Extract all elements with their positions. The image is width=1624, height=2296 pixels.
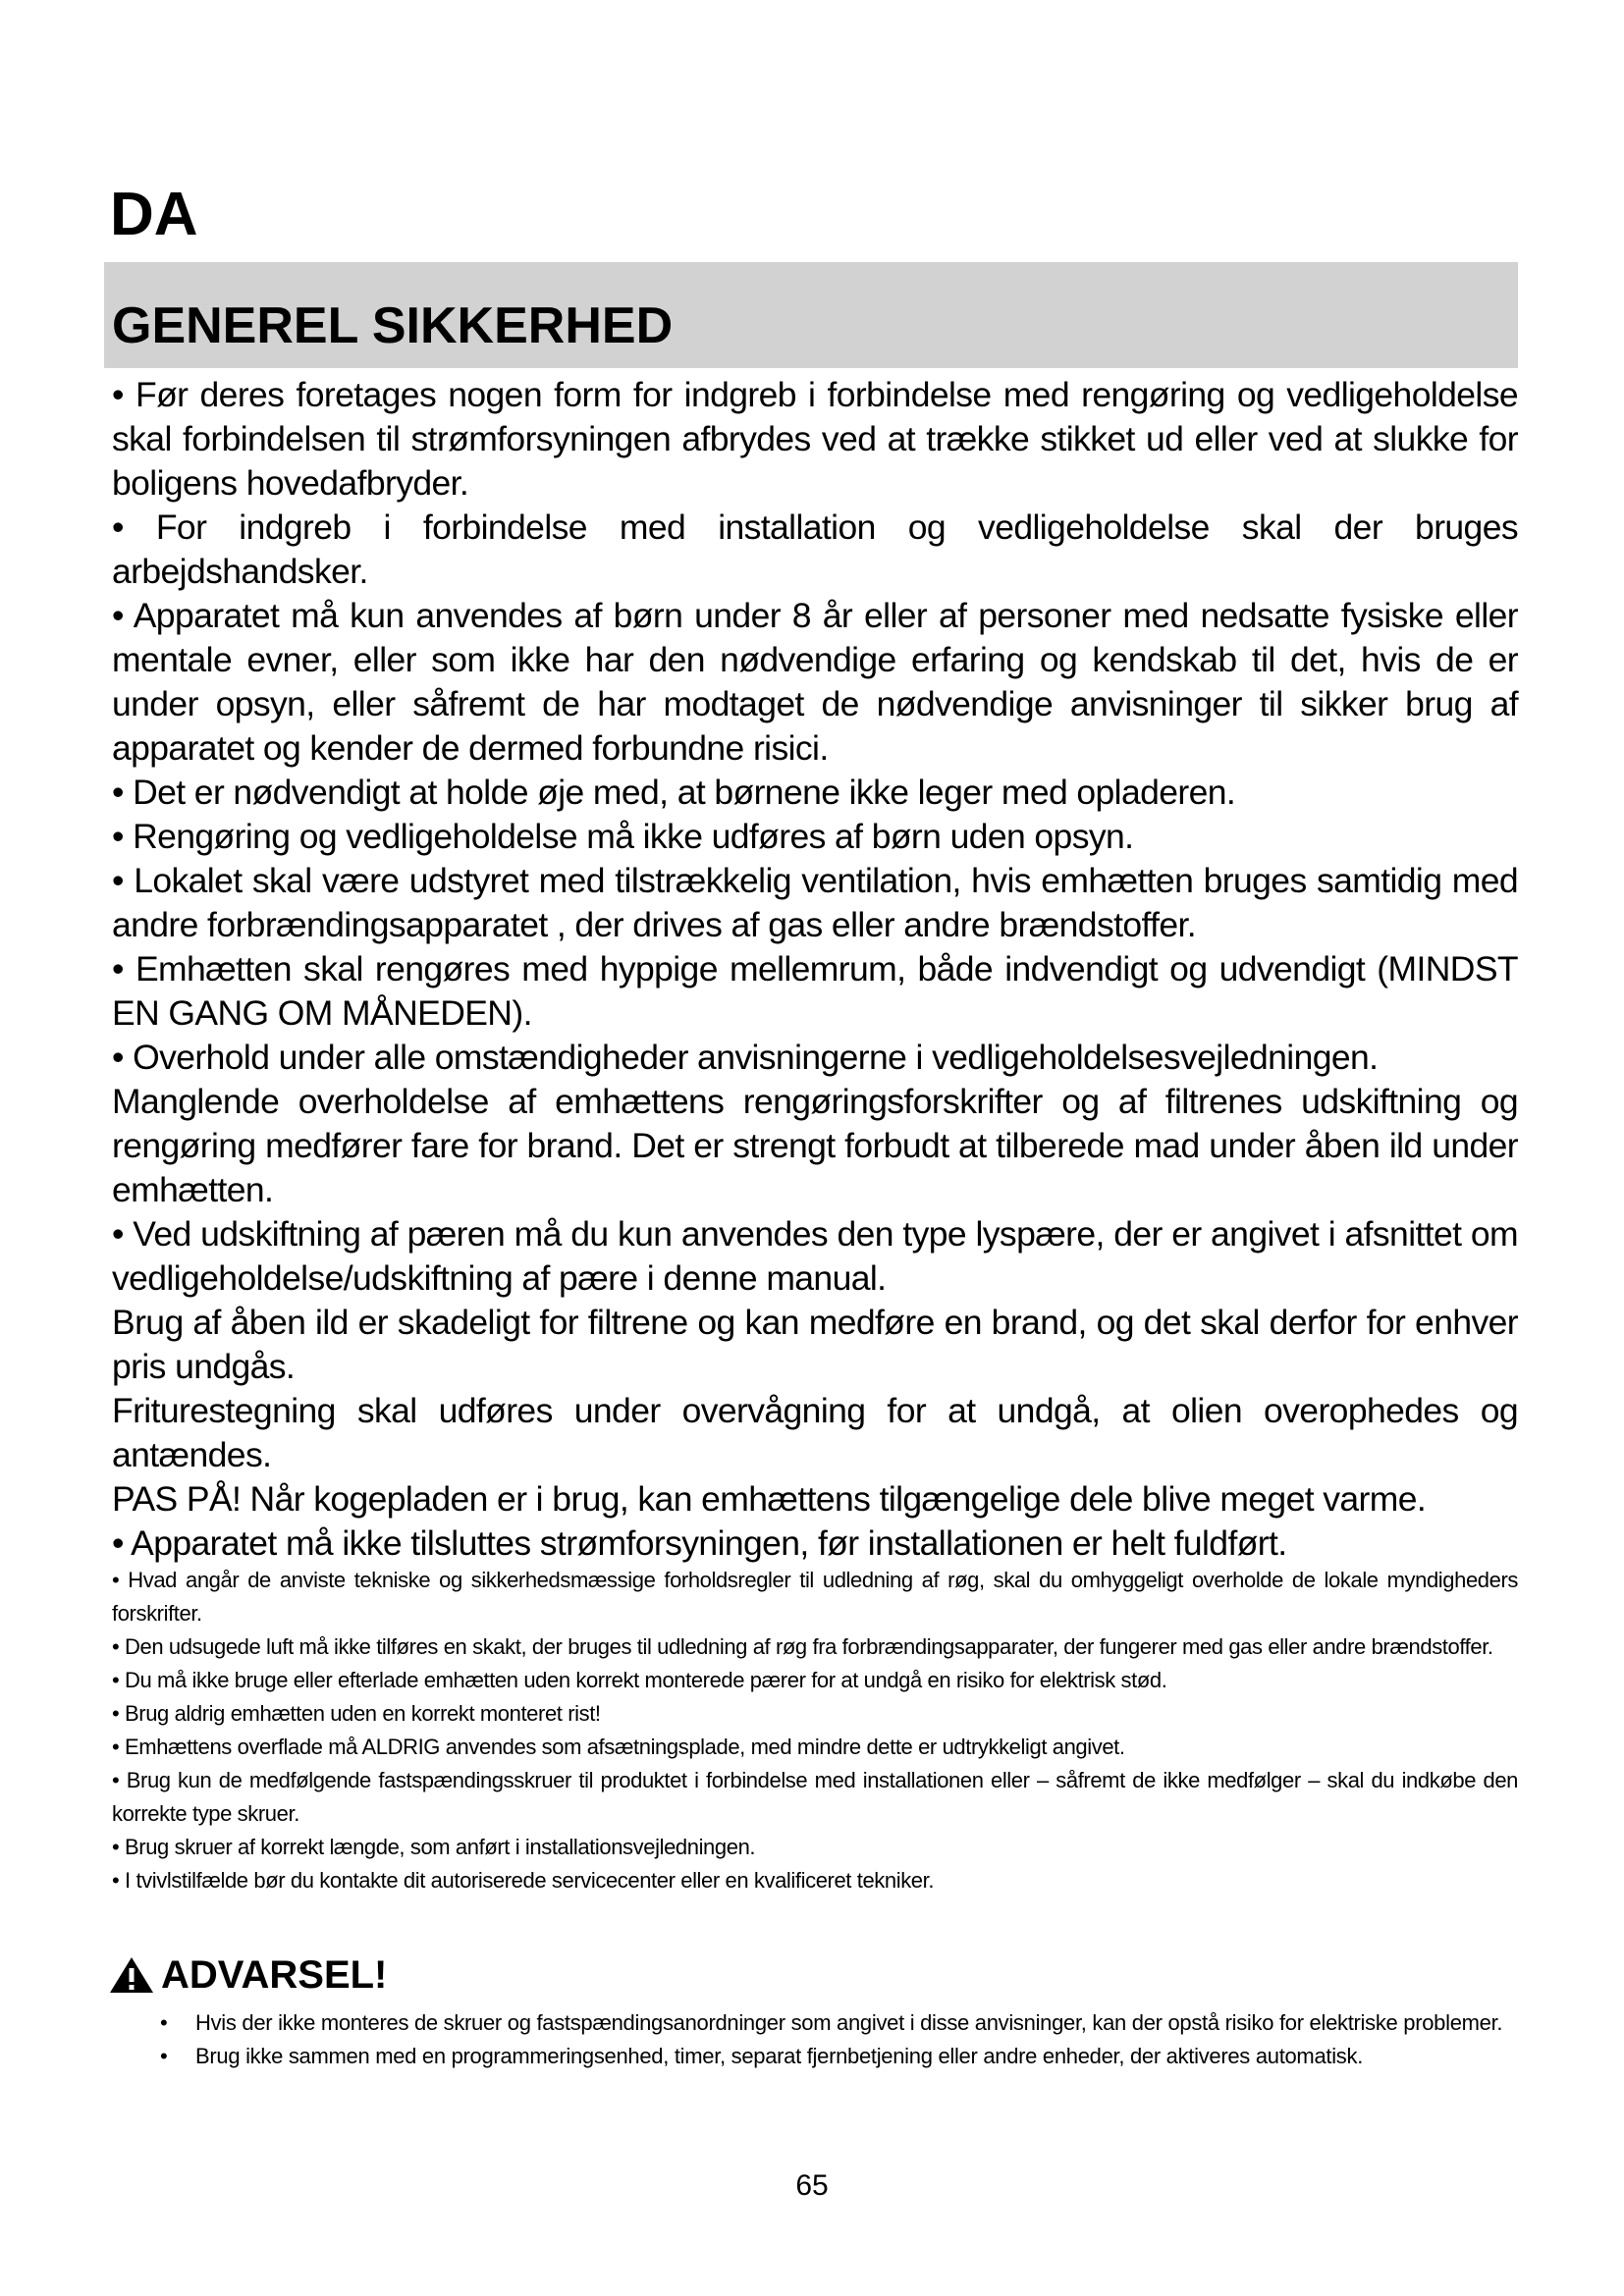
bullet: • (160, 2044, 168, 2068)
paragraph: • For indgreb i forbindelse med installation og vedligeholdelse skal der bruges arbejdshandsker. (112, 507, 1518, 591)
warning-heading (108, 1955, 387, 1995)
paragraph: Friturestegning skal udføres under overvågning for at undgå, at olien overophedes og antændes. (112, 1391, 1518, 1474)
warning-item-text: Brug ikke sammen med en programmeringsenhed, timer, separat fjernbetjening eller andre enheder, der aktiveres automatisk. (195, 2044, 1364, 2068)
paragraph: Brug af åben ild er skadeligt for filtrene og kan medføre en brand, og det skal derfor for enhver pris undgås. (112, 1303, 1518, 1386)
small-paragraph: • I tvivlstilfælde bør du kontakte dit autoriserede servicecenter eller en kvalificeret tekniker. (112, 1868, 935, 1893)
paragraph: • Ved udskiftning af pæren må du kun anvendes den type lyspære, der er angivet i afsnittet om vedligeholdelse/udskiftning af pære i denne manual. (112, 1214, 1518, 1298)
paragraph: • Lokalet skal være udstyret med tilstrækkelig ventilation, hvis emhætten bruges samtidig med andre forbrændingsapparatet , der drives af gas eller andre brændstoffer. (112, 861, 1518, 944)
list-item (160, 2006, 1518, 2040)
warning-list (160, 2006, 1518, 2073)
warning-triangle-icon (108, 1955, 155, 1995)
small-paragraph: • Brug kun de medfølgende fastspændingsskruer til produktet i forbindelse med installationen eller – såfremt de ikke medfølger – skal du indkøbe den korrekte type skruer. (112, 1768, 1518, 1826)
paragraph: Manglende overholdelse af emhættens rengøringsforskrifter og af filtrenes udskiftning og rengøring medfører fare for brand. Det er strengt forbudt at tilberede mad under åben ild under emhætten. (112, 1082, 1518, 1209)
paragraph: • Apparatet må ikke tilsluttes strømforsyningen, før installationen er helt fuldført. (112, 1523, 1287, 1563)
page-number: 65 (795, 2169, 829, 2202)
paragraph: • Overhold under alle omstændigheder anvisningerne i vedligeholdelsesvejledningen. (112, 1038, 1379, 1077)
warning-item-text: Hvis der ikke monteres de skruer og fastspændingsanordninger som angivet i disse anvisninger, kan der opstå risiko for elektriske problemer. (195, 2010, 1503, 2035)
language-code: DA (110, 181, 198, 248)
small-paragraph: • Emhættens overflade må ALDRIG anvendes som afsætningsplade, med mindre dette er udtrykkeligt angivet. (112, 1735, 1125, 1759)
additional-instructions (112, 1564, 1518, 1897)
small-paragraph: • Du må ikke bruge eller efterlade emhætten uden korrekt monterede pærer for at undgå en risiko for elektrisk stød. (112, 1668, 1167, 1692)
section-title: GENEREL SIKKERHED (112, 297, 674, 354)
small-paragraph: • Brug aldrig emhætten uden en korrekt monteret rist! (112, 1701, 601, 1726)
paragraph: • Emhætten skal rengøres med hyppige mellemrum, både indvendigt og udvendigt (MINDST EN GANG OM MÅNEDEN). (112, 949, 1518, 1033)
paragraph: • Rengøring og vedligeholdelse må ikke udføres af børn uden opsyn. (112, 817, 1134, 856)
paragraph: • Apparatet må kun anvendes af børn under 8 år eller af personer med nedsatte fysiske eller mentale evner, eller som ikke har den nødvendige erfaring og kendskab til det, hvis de er under opsyn, eller såfremt de har modtaget de nødvendige anvisninger til sikker brug af apparatet og kender de dermed forbundne risici. (112, 596, 1518, 768)
bullet: • (160, 2010, 168, 2035)
small-paragraph: • Brug skruer af korrekt længde, som anført i installationsvejledningen. (112, 1835, 756, 1859)
safety-instructions (112, 373, 1518, 1566)
paragraph: PAS PÅ! Når kogepladen er i brug, kan emhættens tilgængelige dele blive meget varme. (112, 1479, 1427, 1519)
paragraph: • Før deres foretages nogen form for indgreb i forbindelse med rengøring og vedligeholdelse skal forbindelsen til strømforsyningen afbrydes ved at trække stikket ud eller ved at slukke for boligens hovedafbryder. (112, 375, 1518, 503)
warning-title: ADVARSEL! (161, 1953, 388, 1997)
small-paragraph: • Hvad angår de anviste tekniske og sikkerhedsmæssige forholdsregler til udledning af røg, skal du omhyggeligt overholde de lokale myndigheders forskrifter. (112, 1568, 1518, 1626)
paragraph: • Det er nødvendigt at holde øje med, at børnene ikke leger med opladeren. (112, 773, 1236, 812)
small-paragraph: • Den udsugede luft må ikke tilføres en skakt, der bruges til udledning af røg fra forbrændingsapparater, der fungerer med gas eller andre brændstoffer. (112, 1634, 1493, 1659)
list-item (160, 2040, 1518, 2073)
